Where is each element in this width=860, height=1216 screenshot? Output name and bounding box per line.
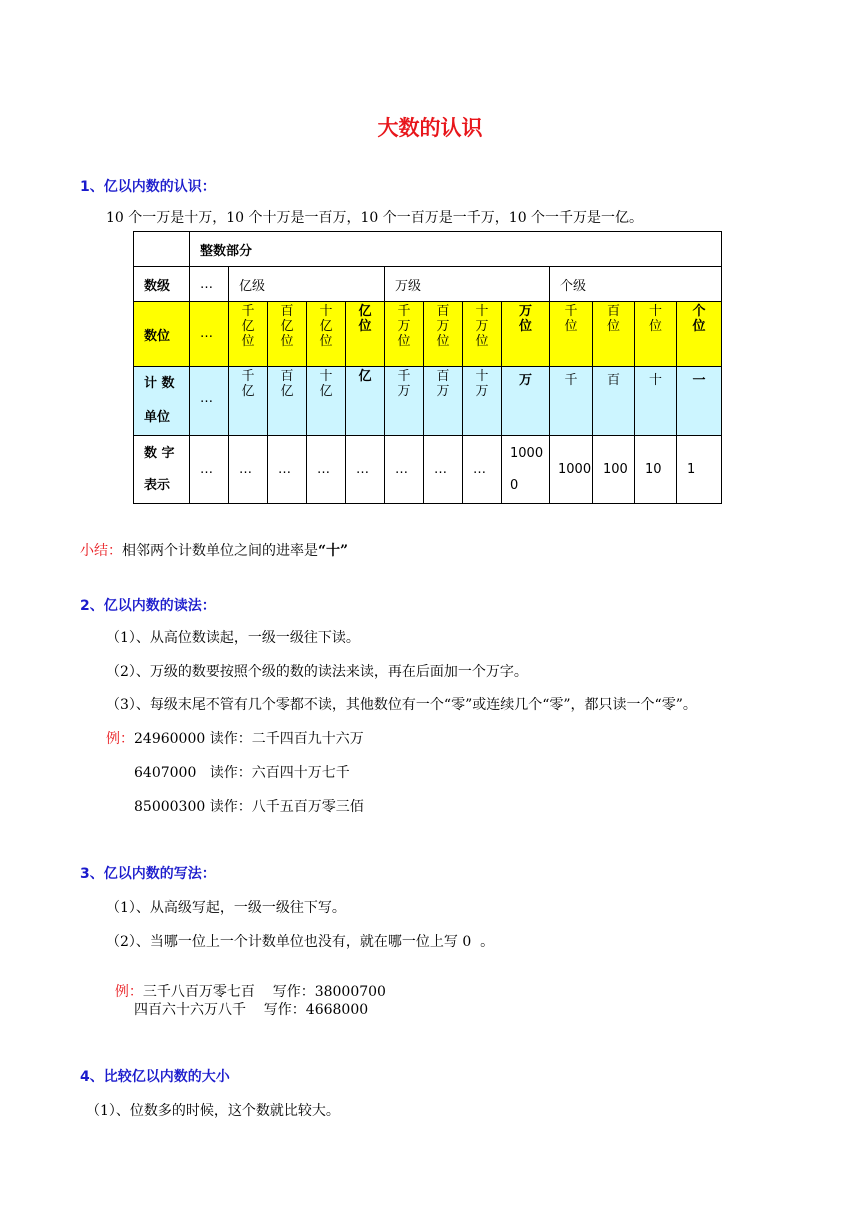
section-2-rule: （1）、从高位数读起，一级一级往下读。	[106, 630, 360, 646]
unit-cell	[635, 367, 677, 436]
rep-value: …	[385, 436, 424, 504]
unit-label: 百万	[436, 369, 450, 399]
digit-label: 十亿位	[319, 304, 333, 349]
section-3-rule: （1）、从高级写起，一级一级往下写。	[106, 900, 346, 916]
digit-label: 千亿位	[241, 304, 255, 349]
digit-label: 百万位	[436, 304, 450, 349]
rep-value: …	[268, 436, 307, 504]
digit-label: 十位	[648, 304, 662, 334]
summary-line	[80, 540, 348, 560]
row-label-digit: 数位	[134, 302, 190, 367]
rep-value: …	[307, 436, 346, 504]
digit-ellipsis: …	[200, 326, 213, 341]
section-1-heading: 1、亿以内数的认识：	[80, 179, 216, 195]
unit-cell	[229, 367, 268, 436]
rep-value: 10000	[502, 436, 550, 504]
section-2-example: 85000300 读作：八千五百万零三佰	[134, 799, 364, 815]
rep-value: …	[424, 436, 463, 504]
row-label-unit-text: 计 数 单位	[144, 376, 175, 425]
unit-cell	[463, 367, 502, 436]
section-3-heading: 3、亿以内数的写法：	[80, 866, 216, 882]
page-title: 大数的认识	[377, 116, 483, 140]
digit-label: 百位	[606, 304, 620, 334]
summary-key: “十”	[318, 543, 349, 559]
row-label-level: 数级	[134, 267, 190, 302]
section-2-example-label: 例：	[106, 731, 134, 747]
digit-cell	[550, 302, 593, 367]
unit-ellipsis: …	[200, 391, 213, 406]
table-corner-cell	[134, 232, 190, 267]
place-value-table	[133, 231, 722, 504]
unit-ellipsis-cell	[190, 367, 229, 436]
digit-cell	[385, 302, 424, 367]
unit-cell	[268, 367, 307, 436]
digit-cell	[346, 302, 385, 367]
section-2-rule: （3）、每级末尾不管有几个零都不读，其他数位有一个“零”或连续几个“零”，都只读一个“零”。	[106, 697, 697, 713]
row-label-rep-text: 数 字 表示	[144, 445, 175, 493]
digit-cell	[677, 302, 722, 367]
digit-ellipsis-cell	[190, 302, 229, 367]
digit-cell	[229, 302, 268, 367]
section-2-heading: 2、亿以内数的读法：	[80, 598, 216, 614]
section-2-example-text: 24960000 读作：二千四百九十六万	[134, 731, 364, 747]
unit-cell	[550, 367, 593, 436]
section-4-rule: （1）、位数多的时候，这个数就比较大。	[86, 1103, 340, 1119]
section-4-heading: 4、比较亿以内数的大小	[80, 1069, 230, 1085]
rep-value: …	[229, 436, 268, 504]
unit-label: 十	[648, 373, 662, 388]
rep-ellipsis: …	[190, 436, 229, 504]
digit-cell	[635, 302, 677, 367]
digit-label: 个位	[692, 304, 706, 334]
unit-cell	[502, 367, 550, 436]
section-2-example: 6407000 读作：六百四十万七千	[134, 765, 350, 781]
section-2-example	[106, 728, 364, 748]
section-2-rule: （2）、万级的数要按照个级的数的读法来读，再在后面加一个万字。	[106, 664, 528, 680]
section-1-intro: 10 个一万是十万，10 个十万是一百万，10 个一百万是一千万，10 个一千万是一亿。	[106, 210, 644, 226]
unit-cell	[385, 367, 424, 436]
rep-value: …	[346, 436, 385, 504]
rep-value: 10	[635, 436, 677, 504]
unit-label: 十万	[475, 369, 489, 399]
unit-label: 万	[518, 373, 532, 388]
unit-label: 百	[606, 373, 620, 388]
rep-value: 1	[677, 436, 722, 504]
digit-label: 十万位	[475, 304, 489, 349]
digit-cell	[463, 302, 502, 367]
section-3-example-text: 三千八百万零七百 写作：38000700	[142, 984, 386, 1000]
digit-cell	[502, 302, 550, 367]
rep-value: 1000	[550, 436, 593, 504]
unit-label: 千亿	[241, 369, 255, 399]
digit-cell	[307, 302, 346, 367]
digit-cell	[593, 302, 635, 367]
integer-part-header: 整数部分	[190, 232, 722, 267]
unit-label: 亿	[358, 369, 372, 384]
unit-cell	[346, 367, 385, 436]
digit-label: 千万位	[397, 304, 411, 349]
level-wan: 万级	[385, 267, 550, 302]
digit-cell	[424, 302, 463, 367]
section-3-example	[106, 965, 386, 1001]
rep-value: …	[463, 436, 502, 504]
section-3-example-label: 例：	[114, 984, 143, 1000]
row-label-rep	[134, 436, 190, 504]
unit-cell	[424, 367, 463, 436]
unit-label: 千万	[397, 369, 411, 399]
unit-label: 一	[692, 373, 706, 388]
level-yi: 亿级	[229, 267, 385, 302]
digit-label: 万位	[518, 304, 532, 334]
digit-label: 百亿位	[280, 304, 294, 349]
summary-text: 相邻两个计数单位之间的进率是	[122, 543, 318, 559]
level-ge: 个级	[550, 267, 722, 302]
unit-cell	[677, 367, 722, 436]
unit-cell	[593, 367, 635, 436]
digit-cell	[268, 302, 307, 367]
level-ellipsis: …	[190, 267, 229, 302]
digit-label: 千位	[564, 304, 578, 334]
unit-label: 千	[564, 373, 578, 388]
unit-label: 百亿	[280, 369, 294, 399]
digit-label: 亿位	[358, 304, 372, 334]
section-3-example: 四百六十六万八千 写作：4668000	[134, 1002, 369, 1018]
rep-value: 100	[593, 436, 635, 504]
section-3-rule: （2）、当哪一位上一个计数单位也没有，就在哪一位上写 0 。	[106, 934, 495, 950]
unit-cell	[307, 367, 346, 436]
row-label-unit	[134, 367, 190, 436]
summary-label: 小结：	[80, 543, 122, 559]
unit-label: 十亿	[319, 369, 333, 399]
